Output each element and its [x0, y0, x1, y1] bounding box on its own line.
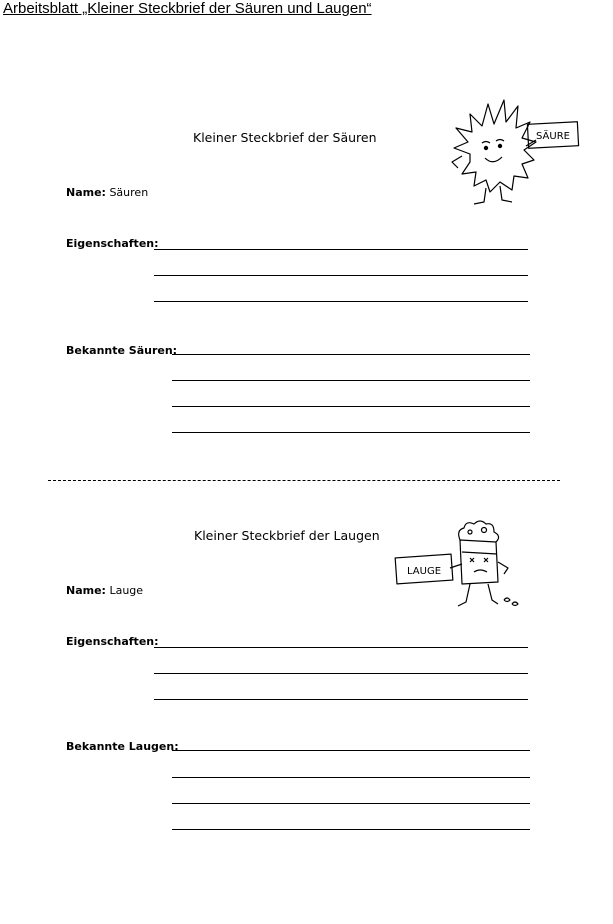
bases-known-line-4[interactable]	[172, 829, 530, 830]
acids-properties-label: Eigenschaften:	[66, 237, 159, 250]
bases-properties-line-3[interactable]	[154, 699, 528, 700]
worksheet-title: Arbeitsblatt „Kleiner Steckbrief der Säuren und Laugen“	[3, 0, 372, 17]
acid-mascot-sign: SÄURE	[536, 131, 570, 142]
acids-name-value: Säuren	[109, 186, 149, 199]
base-mascot-sign: LAUGE	[406, 566, 442, 577]
acids-known-line-1[interactable]	[172, 354, 530, 355]
acids-properties-line-2[interactable]	[154, 275, 528, 276]
acids-name-label: Name:	[66, 186, 106, 199]
acids-known-line-2[interactable]	[172, 380, 530, 381]
bases-properties-label: Eigenschaften:	[66, 635, 159, 648]
bases-properties-line-1[interactable]	[154, 647, 528, 648]
acids-name-row	[66, 186, 148, 199]
acids-properties-line-3[interactable]	[154, 301, 528, 302]
bases-known-line-2[interactable]	[172, 777, 530, 778]
bases-properties-line-2[interactable]	[154, 673, 528, 674]
acids-known-label: Bekannte Säuren:	[66, 344, 178, 357]
bases-known-label: Bekannte Laugen:	[66, 740, 179, 753]
bases-name-label: Name:	[66, 584, 106, 597]
acids-properties-line-1[interactable]	[154, 249, 528, 250]
bases-known-line-3[interactable]	[172, 803, 530, 804]
acids-known-line-3[interactable]	[172, 406, 530, 407]
acids-known-line-4[interactable]	[172, 432, 530, 433]
acid-mascot-icon	[440, 96, 580, 216]
bases-name-value: Lauge	[109, 584, 144, 597]
base-mascot-icon	[392, 512, 532, 622]
section-divider	[48, 480, 560, 481]
bases-name-row	[66, 584, 143, 597]
bases-heading: Kleiner Steckbrief der Laugen	[194, 528, 380, 543]
acids-heading: Kleiner Steckbrief der Säuren	[193, 130, 377, 145]
bases-known-line-1[interactable]	[172, 750, 530, 751]
